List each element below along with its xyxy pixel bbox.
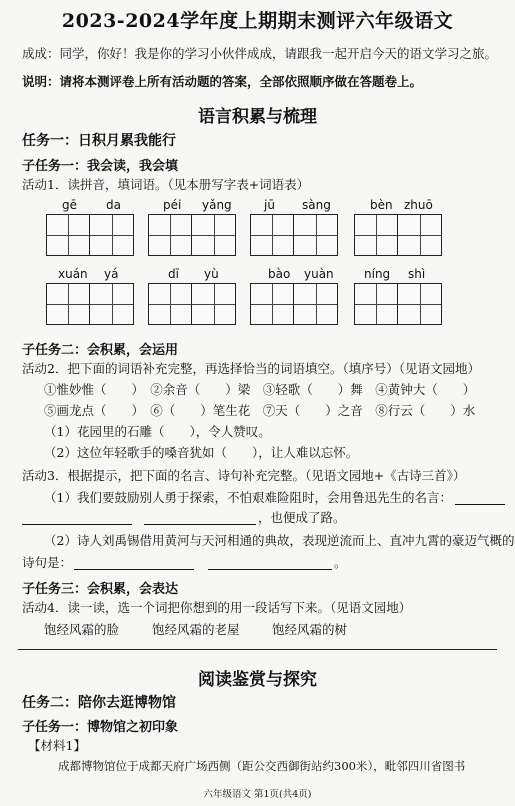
activity-3-question-2: （2）诗人刘禹锡借用黄河与天河相通的典故，表现逆流而上、直冲九霄的豪迈气概的	[44, 533, 515, 548]
pinyin-3-left: jū	[264, 198, 275, 212]
pinyin-6-left: dī	[168, 267, 179, 281]
answer-line-3[interactable]	[144, 506, 256, 525]
activity-3-question-1: （1）我们要鼓励别人勇于探索，不怕艰难险阻时，会用鲁迅先生的名言：	[44, 490, 452, 505]
section-title-reading: 阅读鉴赏与探究	[198, 670, 317, 690]
writing-grid-7[interactable]	[250, 283, 338, 325]
answer-line-4[interactable]	[74, 551, 194, 570]
writing-grid-3[interactable]	[250, 214, 338, 256]
writing-grid-2[interactable]	[148, 214, 236, 256]
pinyin-1-right: da	[106, 198, 121, 212]
writing-grid-4[interactable]	[354, 214, 442, 256]
greeting-text: 成成：同学，你好！我是你的学习小伙伴成成，请跟我一起开启今天的语文学习之旅。	[22, 46, 498, 61]
writing-grid-1[interactable]	[46, 214, 134, 256]
activity-2-question-1: （1）花园里的石雕（ ），令人赞叹。	[44, 424, 271, 439]
activity-2-question-2: （2）这位年轻歌手的嗓音犹如（ ），让人难以忘怀。	[44, 445, 359, 460]
answer-line-1[interactable]	[455, 486, 505, 505]
task-one-heading: 任务一：日积月累我能行	[22, 133, 176, 149]
pinyin-7-right: yuàn	[304, 267, 334, 281]
pinyin-6-right: yù	[204, 267, 219, 281]
subtask-one-heading: 子任务一：我会读，我会填	[22, 159, 179, 174]
pinyin-2-right: yǎng	[202, 198, 232, 212]
pinyin-5-right: yá	[104, 267, 119, 281]
answer-line-5[interactable]	[208, 551, 332, 570]
activity-3-question-2-end: 。	[334, 555, 347, 570]
instruction-text: 说明：请将本测评卷上所有活动题的答案，全部依照顺序做在答题卷上。	[22, 74, 423, 89]
activity-4-prompt: 活动4．读一读，选一个词把你想到的用一段话写下来。（见语文园地）	[22, 600, 412, 615]
writing-grid-5[interactable]	[46, 283, 134, 325]
pinyin-8-right: shì	[408, 267, 426, 281]
activity-1-prompt: 活动1．读拼音，填词语。（见本册写字表+词语表）	[22, 177, 310, 192]
choice-3: 饱经风霜的树	[272, 622, 348, 637]
idioms-row-1: ①惟妙惟（ ） ②余音（ ）梁 ③轻歌（ ）舞 ④黄钟大（ ）	[44, 382, 476, 397]
material-1-text: 成都博物馆位于成都天府广场西侧（距公交西御街站约300米），毗邻四川省图书	[58, 759, 466, 773]
answer-line-2[interactable]	[22, 506, 132, 525]
choice-1: 饱经风霜的脸	[44, 622, 120, 637]
pinyin-8-left: níng	[364, 267, 391, 281]
activity-3-prompt: 活动3．根据提示，把下面的名言、诗句补充完整。（见语文园地+《古诗三首》）	[22, 468, 466, 483]
pinyin-1-left: gē	[62, 198, 77, 212]
page-footer: 六年级语文 第1页(共4页)	[203, 789, 312, 800]
writing-grid-6[interactable]	[148, 283, 236, 325]
activity-2-prompt: 活动2．把下面的词语补充完整，再选择恰当的词语填空。（填序号）（见语文园地）	[22, 361, 480, 376]
activity-3-question-1-end: ，也便成了路。	[258, 510, 346, 525]
section-title-language: 语言积累与梳理	[198, 107, 317, 127]
choice-2: 饱经风霜的老屋	[152, 622, 240, 637]
pinyin-3-right: sàng	[302, 198, 331, 212]
section-divider	[18, 649, 497, 650]
activity-3-question-2-label: 诗句是：	[22, 555, 73, 570]
pinyin-2-left: péi	[163, 198, 182, 212]
pinyin-5-left: xuán	[58, 267, 88, 281]
idioms-row-2: ⑤画龙点（ ） ⑥（ ）笔生花 ⑦天（ ）之音 ⑧行云（ ）水	[44, 403, 476, 418]
subtask-two-heading: 子任务二：会积累，会运用	[22, 343, 179, 358]
task-two-heading: 任务二：陪你去逛博物馆	[22, 695, 176, 711]
exam-title: 2023-2024学年度上期期末测评六年级语文	[61, 10, 454, 32]
writing-grid-8[interactable]	[354, 283, 442, 325]
pinyin-7-left: bào	[268, 267, 291, 281]
pinyin-4-left: bèn	[370, 198, 393, 212]
subtask-three-heading: 子任务三：会积累，会表达	[22, 582, 179, 597]
pinyin-4-right: zhuō	[404, 198, 433, 212]
reading-subtask-one-heading: 子任务一：博物馆之初印象	[22, 720, 179, 735]
material-1-label: 【材料1】	[28, 738, 86, 753]
